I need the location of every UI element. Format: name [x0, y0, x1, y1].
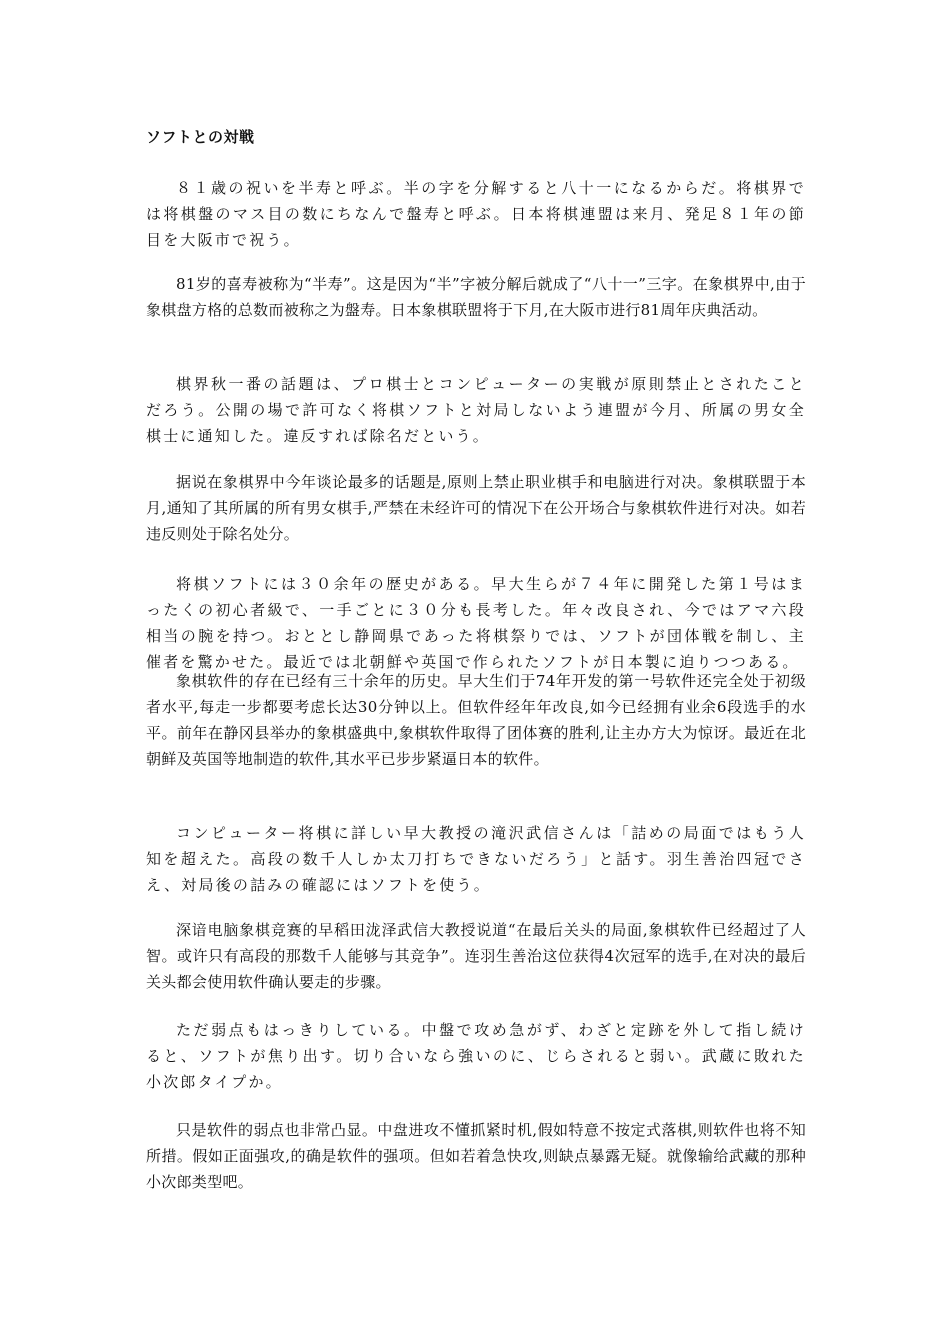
document-title: ソフトとの対戦	[146, 128, 255, 146]
paragraph-ja-2: 棋界秋一番の話題は、プロ棋士とコンピューターの実戦が原則禁止とされたことだろう。公開の場で許可なく将棋ソフトと対局しないよう連盟が今月、所属の男女全棋士に通知した。違反すれば除名だという。	[146, 375, 806, 445]
paragraph-zh-2: 据说在象棋界中今年谈论最多的话题是,原则上禁止职业棋手和电脑进行对决。象棋联盟于本月,通知了其所属的所有男女棋手,严禁在未经许可的情况下在公开场合与象棋软件进行对决。如若违反则处于除名处分。	[146, 473, 806, 543]
paragraph-ja-1: ８１歳の祝いを半寿と呼ぶ。半の字を分解すると八十一になるからだ。将棋界では将棋盤のマス目の数にちなんで盤寿と呼ぶ。日本将棋連盟は来月、発足８１年の節目を大阪市で祝う。	[146, 179, 806, 249]
paragraph-zh-1: 81岁的喜寿被称为“半寿”。这是因为“半”字被分解后就成了“八十一”三字。在象棋界中,由于象棋盘方格的总数而被称之为盤寿。日本象棋联盟将于下月,在大阪市进行81周年庆典活动。	[146, 275, 806, 319]
paragraph-zh-5: 只是软件的弱点也非常凸显。中盘进攻不懂抓紧时机,假如特意不按定式落棋,则软件也将不知所措。假如正面强攻,的确是软件的强项。但如若着急快攻,则缺点暴露无疑。就像输给武藏的那种小次郎类型吧。	[146, 1121, 806, 1191]
paragraph-ja-4: コンピューター将棋に詳しい早大教授の滝沢武信さんは「詰めの局面ではもう人知を超えた。高段の数千人しか太刀打ちできないだろう」と話す。羽生善治四冠でさえ、対局後の詰みの確認にはソフトを使う。	[146, 824, 806, 894]
paragraph-zh-3: 象棋软件的存在已经有三十余年的历史。早大生们于74年开发的第一号软件还完全处于初级者水平,每走一步都要考虑长达30分钟以上。但软件经年年改良,如今已经拥有业余6段选手的水平。前年在静冈县举办的象棋盛典中,象棋软件取得了团体赛的胜利,让主办方大为惊讶。最近在北朝鲜及英国等地制造的软件,其水平已步步紧逼日本的软件。	[146, 672, 806, 768]
paragraph-zh-4: 深谙电脑象棋竞赛的早稻田泷泽武信大教授说道“在最后关头的局面,象棋软件已经超过了人智。或许只有高段的那数千人能够与其竞争”。连羽生善治这位获得4次冠军的选手,在对决的最后关头都会使用软件确认要走的步骤。	[146, 921, 806, 991]
paragraph-ja-5: ただ弱点もはっきりしている。中盤で攻め急がず、わざと定跡を外して指し続けると、ソフトが焦り出す。切り合いなら強いのに、じらされると弱い。武蔵に敗れた小次郎タイプか。	[146, 1021, 806, 1091]
paragraph-ja-3: 将棋ソフトには３０余年の歴史がある。早大生らが７４年に開発した第１号はまったくの初心者級で、一手ごとに３０分も長考した。年々改良され、今ではアマ六段相当の腕を持つ。おととし静岡県であった将棋祭りでは、ソフトが団体戦を制し、主催者を驚かせた。最近では北朝鮮や英国で作られたソフトが日本製に迫りつつある。	[146, 575, 806, 671]
